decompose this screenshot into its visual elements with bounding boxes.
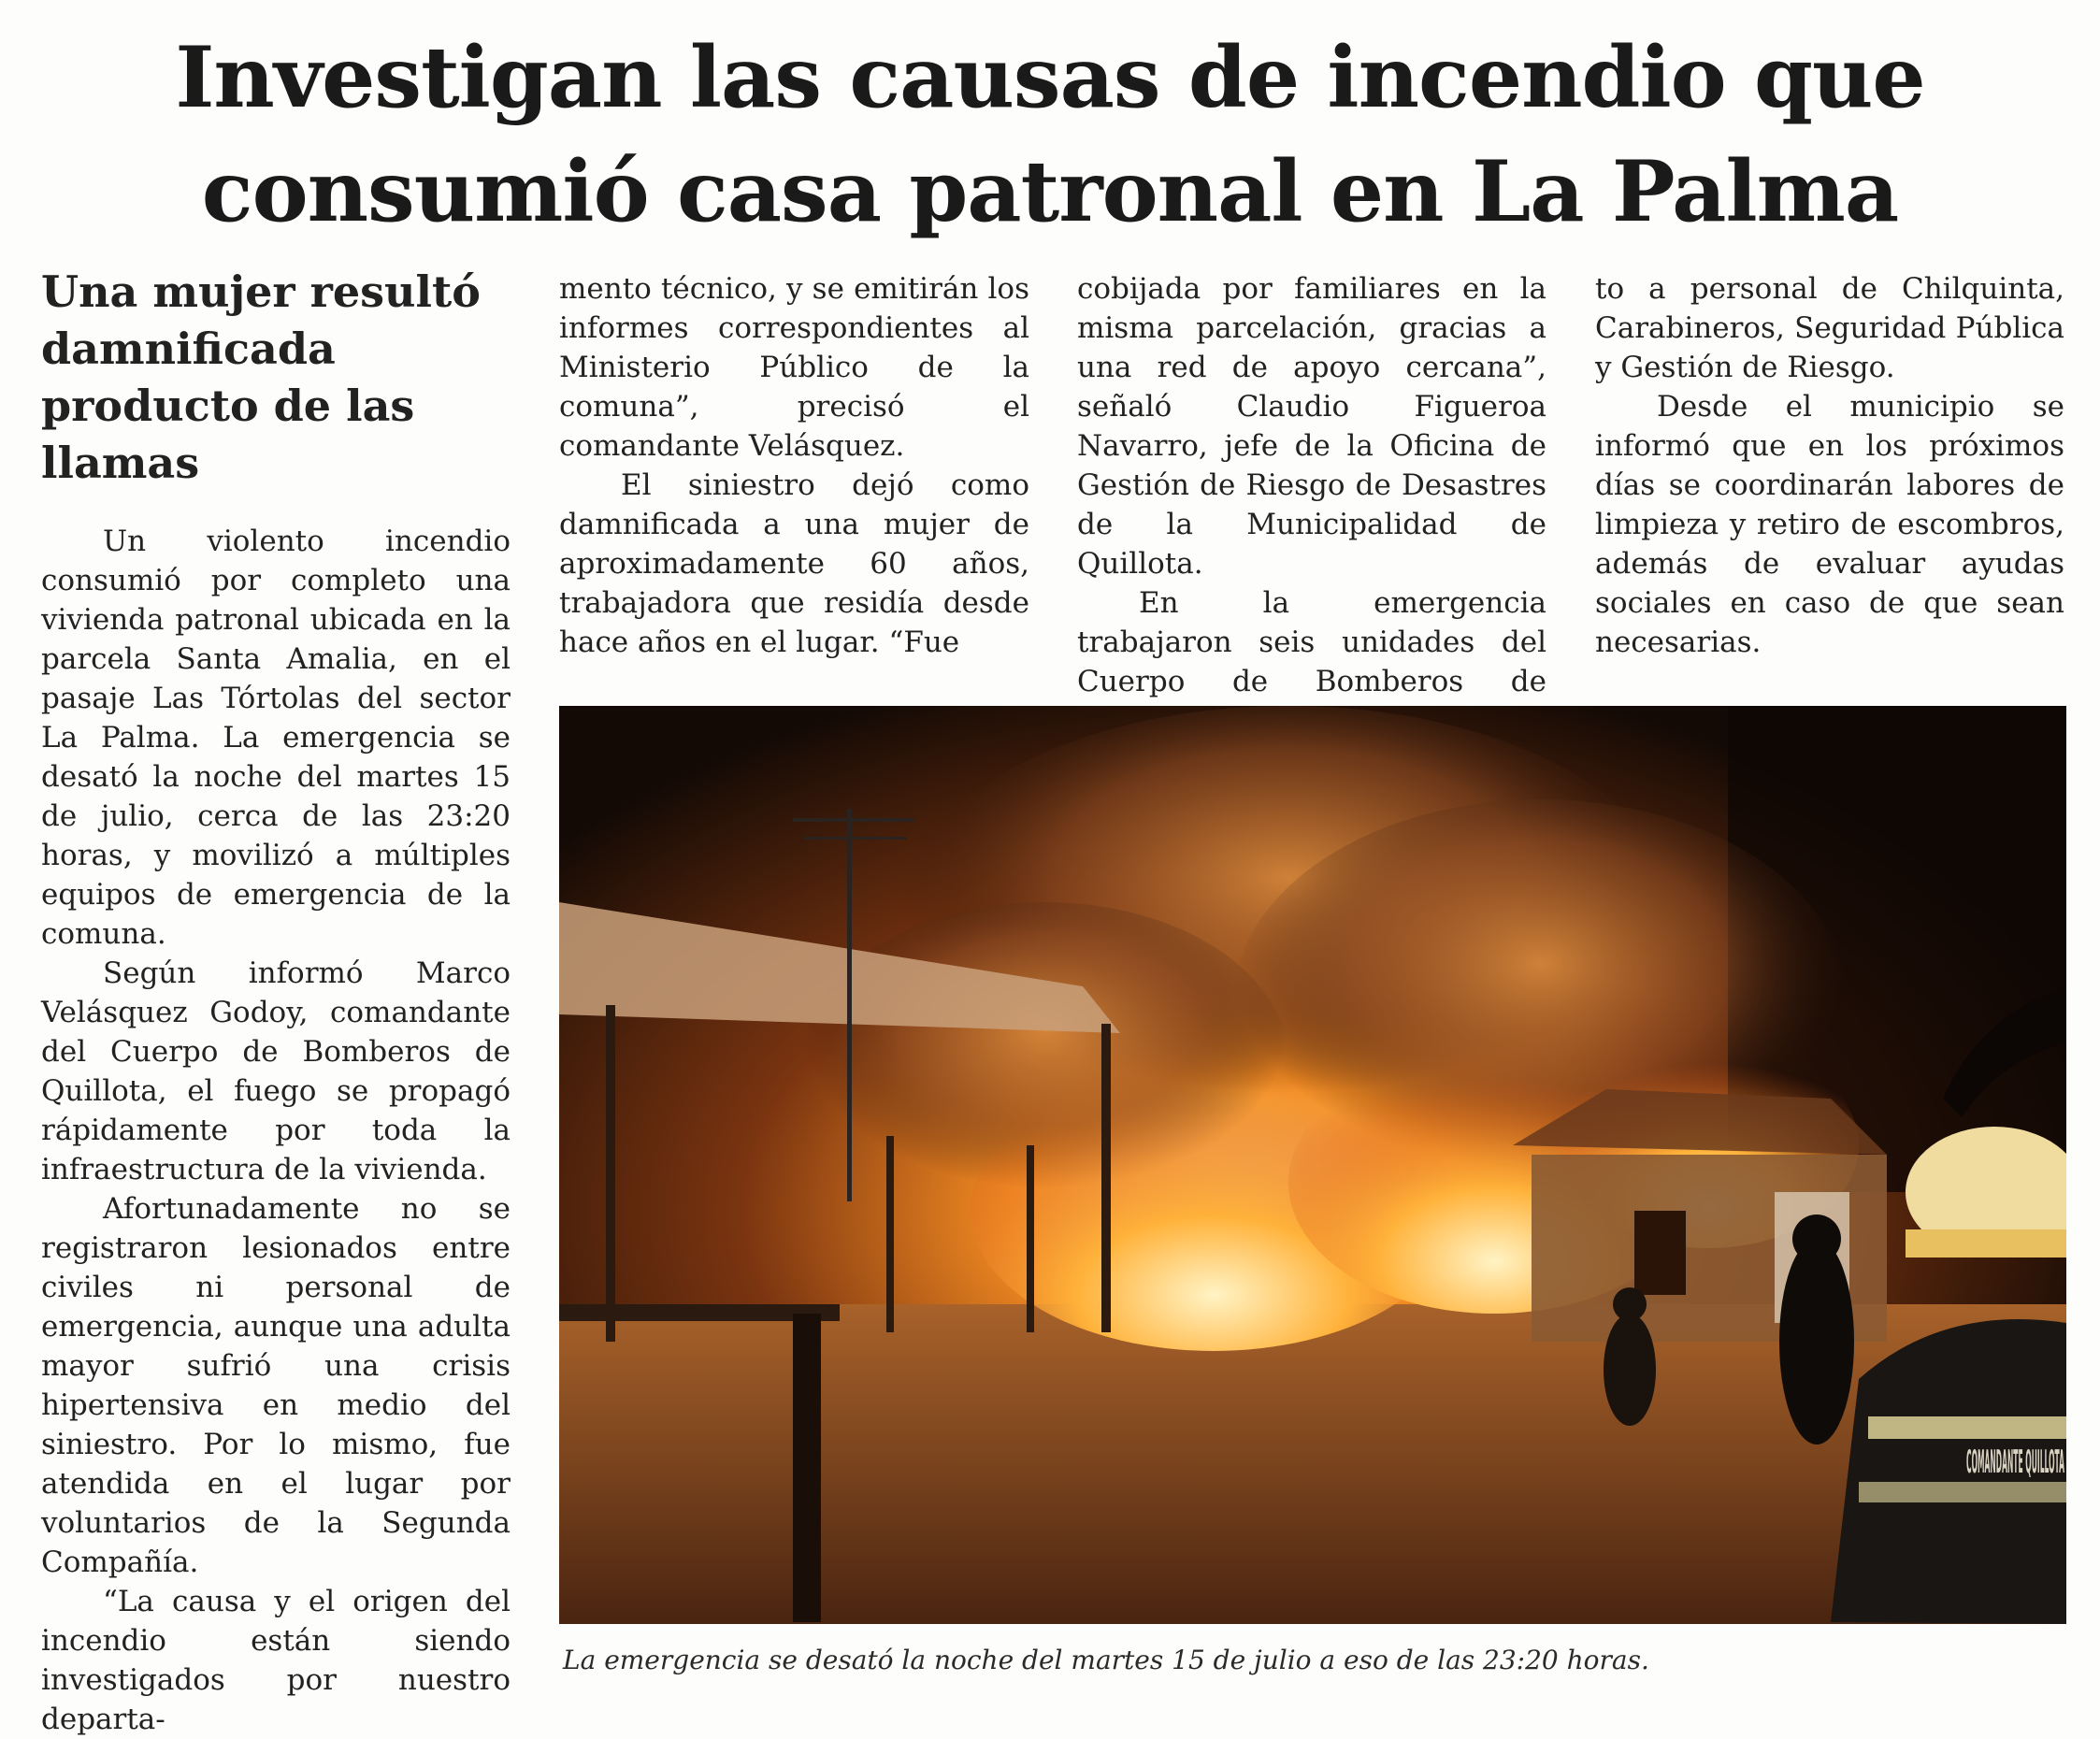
paragraph: mento técnico, y se emitirán los informes correspondientes al Ministerio Público de la comuna”, precisó el comandante Velásquez. xyxy=(559,272,1029,463)
paragraph: Afortunadamente no se registraron lesionados entre civiles ni personal de emergencia, aunque una adulta mayor sufrió una crisis hipertensiva en medio del siniestro. Por lo mismo, fue atendida en el lugar por voluntarios de la Segunda Compañía. xyxy=(41,1192,511,1579)
photo-caption: La emergencia se desató la noche del martes 15 de julio a eso de las 23:20 horas. xyxy=(563,1645,1649,1675)
headline xyxy=(0,21,2100,249)
paragraph: Desde el municipio se informó que en los próximos días se coordinarán labores de limpieza y retiro de escombros, además de evaluar ayudas sociales en caso de que sean necesarias. xyxy=(1595,390,2064,659)
paragraph: Un violento incendio consumió por completo una vivienda patronal ubicada en la parcela Santa Amalia, en el pasaje Las Tórtolas del sector La Palma. La emergencia se desató la noche del martes 15 de julio, cerca de las 23:20 horas, y movilizó a múltiples equipos de emergencia de la comuna. xyxy=(41,525,511,951)
article-column-1 xyxy=(41,522,511,1739)
paragraph: El siniestro dejó como damnificada a una mujer de aproximadamente 60 años, trabajadora que residía desde hace años en el lugar. “Fue xyxy=(559,468,1029,659)
headline-line-1: Investigan las causas de incendio que xyxy=(175,28,1925,127)
paragraph: En la emergencia trabajaron seis unidades del Cuerpo de Bomberos de xyxy=(1077,586,1546,698)
paragraph: “La causa y el origen del incendio están siendo investigados por nuestro departa- xyxy=(41,1585,511,1736)
article-column-3 xyxy=(1077,269,1546,740)
article-column-2 xyxy=(559,269,1029,662)
headline-line-2: consumió casa patronal en La Palma xyxy=(201,142,1899,241)
subheadline: Una mujer resultó damnificada producto de las llamas xyxy=(41,266,481,488)
fire-photo xyxy=(559,706,2066,1624)
paragraph: to a personal de Chilquinta, Carabineros, Seguridad Pública y Gestión de Riesgo. xyxy=(1595,272,2064,384)
article-column-4 xyxy=(1595,269,2064,662)
jacket-text: COMANDANTE QUILLOTA xyxy=(1966,1444,2065,1481)
paragraph: Según informó Marco Velásquez Godoy, comandante del Cuerpo de Bomberos de Quillota, el fuego se propagó rápidamente por toda la infraestructura de la vivienda. xyxy=(41,956,511,1186)
fire-photo-illustration xyxy=(559,706,2066,1624)
paragraph: cobijada por familiares en la misma parcelación, gracias a una red de apoyo cercana”, señaló Claudio Figueroa Navarro, jefe de la Oficina de Gestión de Riesgo de Desastres de la Municipalidad de Quillota. xyxy=(1077,272,1546,581)
